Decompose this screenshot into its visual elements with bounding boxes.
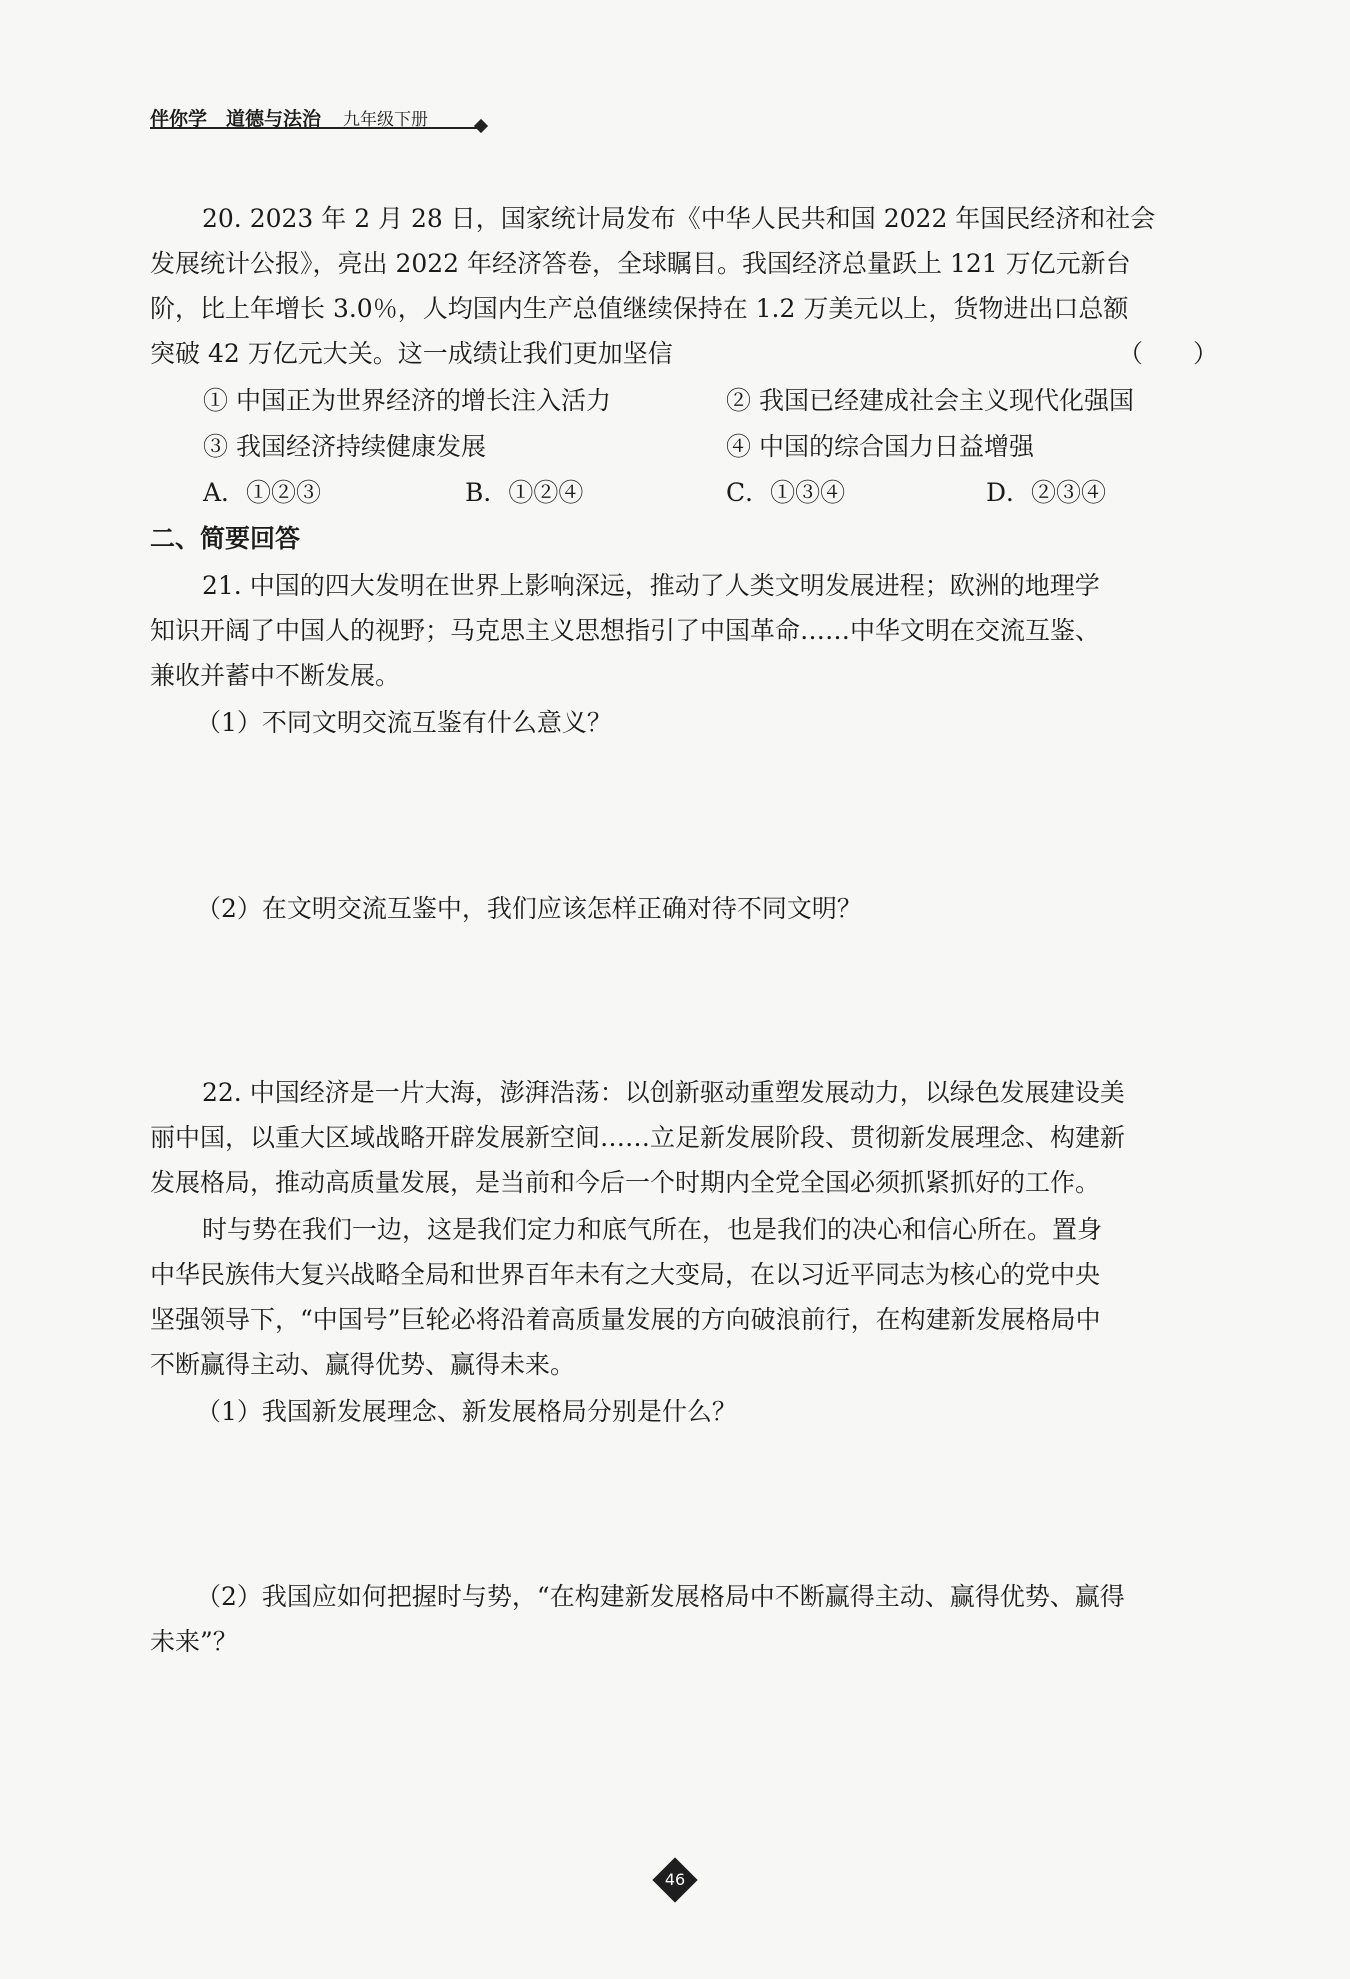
q22-line-3: 发展格局，推动高质量发展，是当前和今后一个时期内全党全国必须抓紧抓好的工作。 bbox=[150, 1168, 1101, 1197]
q20-item-3: ③ 我国经济持续健康发展 bbox=[203, 432, 486, 461]
q22-para2-line-1: 时与势在我们一边，这是我们定力和底气所在，也是我们的决心和信心所在。置身 bbox=[202, 1215, 1103, 1244]
q22-sub-question-2-line-2: 未来”？ bbox=[150, 1627, 238, 1656]
q22-para2-line-2: 中华民族伟大复兴战略全局和世界百年未有之大变局，在以习近平同志为核心的党中央 bbox=[150, 1260, 1101, 1289]
grade-label: 九年级下册 bbox=[343, 110, 429, 130]
page-number-badge bbox=[653, 1858, 697, 1902]
q20-choice-d: D．②③④ bbox=[986, 478, 1107, 507]
q20-item-4: ④ 中国的综合国力日益增强 bbox=[726, 432, 1034, 461]
q20-choice-a: A．①②③ bbox=[203, 478, 322, 507]
page-number: 46 bbox=[664, 1870, 686, 1889]
q21-line-2: 知识开阔了中国人的视野；马克思主义思想指引了中国革命……中华文明在交流互鉴、 bbox=[150, 616, 1101, 645]
book-title: 伴你学 道德与法治 bbox=[150, 108, 322, 130]
q20-choice-c: C．①③④ bbox=[726, 478, 846, 507]
q22-line-1: 22. 中国经济是一片大海，澎湃浩荡：以创新驱动重塑发展动力，以绿色发展建设美 bbox=[202, 1078, 1125, 1107]
q21-sub-question-1: （1）不同文明交流互鉴有什么意义？ bbox=[196, 708, 612, 737]
q20-choice-b: B．①②④ bbox=[465, 478, 584, 507]
q21-line-1: 21. 中国的四大发明在世界上影响深远，推动了人类文明发展进程；欧洲的地理学 bbox=[202, 571, 1100, 600]
header-rule bbox=[150, 127, 480, 129]
section-heading: 二、简要回答 bbox=[150, 524, 301, 553]
q22-para2-line-3: 坚强领导下，“中国号”巨轮必将沿着高质量发展的方向破浪前行，在构建新发展格局中 bbox=[150, 1305, 1101, 1334]
header-diamond-icon bbox=[474, 119, 488, 133]
q22-sub-question-2-line-1: （2）我国应如何把握时与势，“在构建新发展格局中不断赢得主动、赢得优势、赢得 bbox=[196, 1582, 1125, 1611]
q20-line-3: 阶，比上年增长 3.0％，人均国内生产总值继续保持在 1.2 万美元以上，货物进出口总额 bbox=[150, 294, 1129, 323]
q21-line-3: 兼收并蓄中不断发展。 bbox=[150, 661, 401, 690]
q20-item-2: ② 我国已经建成社会主义现代化强国 bbox=[726, 386, 1134, 415]
q20-answer-blank: （ ） bbox=[1118, 339, 1219, 368]
q22-line-2: 丽中国，以重大区域战略开辟发展新空间……立足新发展阶段、贯彻新发展理念、构建新 bbox=[150, 1123, 1126, 1152]
q21-sub-question-2: （2）在文明交流互鉴中，我们应该怎样正确对待不同文明？ bbox=[196, 894, 862, 923]
q20-item-1: ① 中国正为世界经济的增长注入活力 bbox=[203, 386, 611, 415]
q20-line-1: 20. 2023 年 2 月 28 日，国家统计局发布《中华人民共和国 2022 年国民经济和社会 bbox=[202, 204, 1156, 233]
q22-para2-line-4: 不断赢得主动、赢得优势、赢得未来。 bbox=[150, 1350, 576, 1379]
q20-line-4: 突破 42 万亿元大关。这一成绩让我们更加坚信 bbox=[150, 339, 673, 368]
q20-line-2: 发展统计公报》，亮出 2022 年经济答卷，全球瞩目。我国经济总量跃上 121 万亿元新台 bbox=[150, 249, 1131, 278]
q22-sub-question-1: （1）我国新发展理念、新发展格局分别是什么？ bbox=[196, 1397, 737, 1426]
